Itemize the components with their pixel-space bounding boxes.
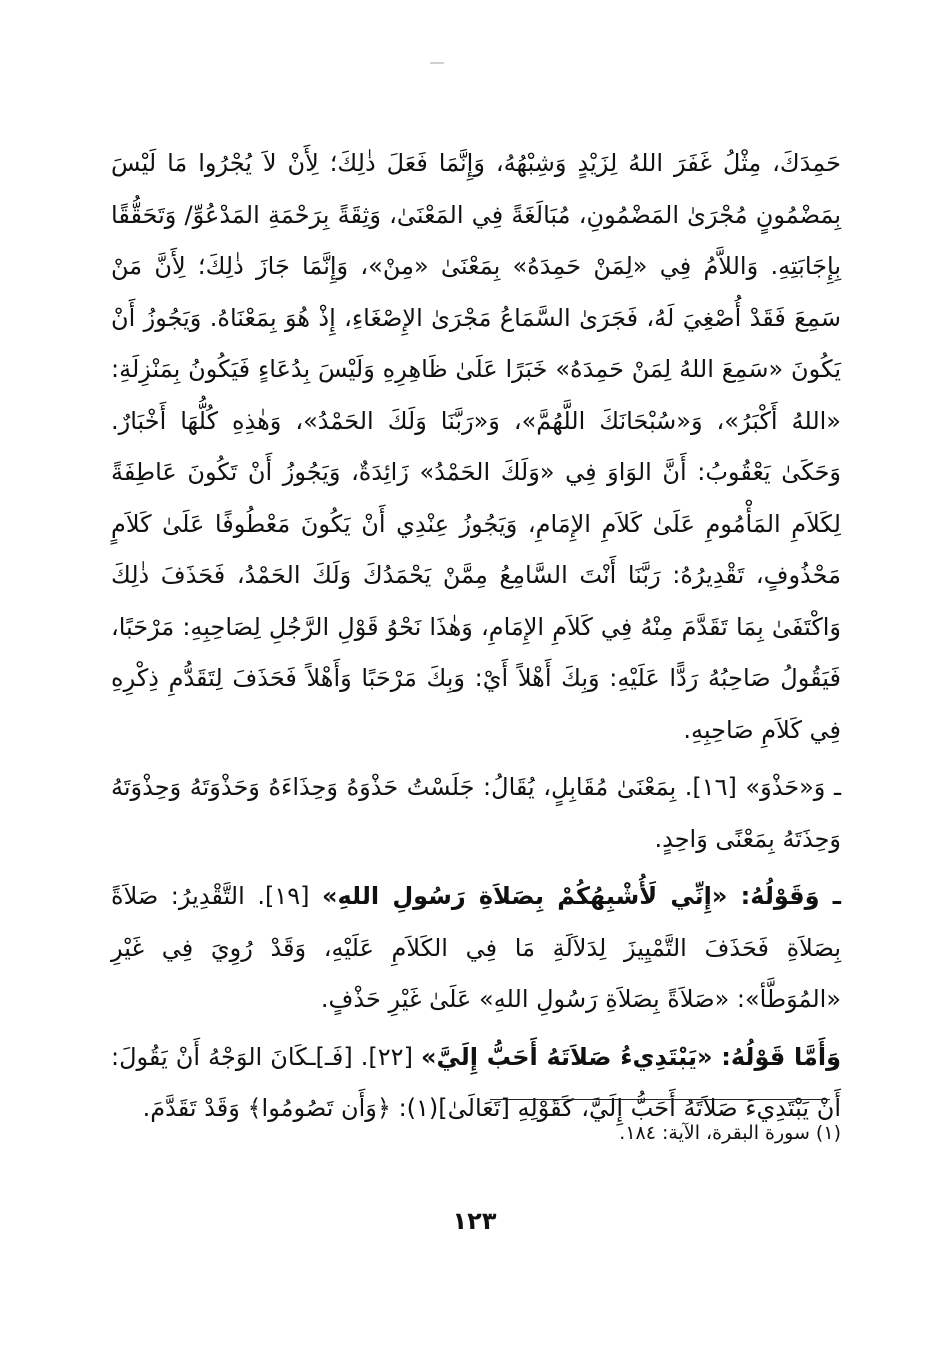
scan-mark (430, 62, 444, 64)
page-number: ١٢٣ (452, 1207, 497, 1235)
paragraph-1 (111, 138, 841, 756)
paragraph-2 (111, 762, 841, 865)
paragraph-3-text: [١٩]. التَّقْدِيرُ: صَلاَةً بِصَلاَةِ فَحَذَفَ التَّمْيِيزَ لِدَلاَلَةِ مَا فِي الكَلاَمِ عَلَيْهِ، وَقَدْ رُوِيَ فِي غَيْرِ «المُوَطَّأ»: «صَلاَةً بِصَلاَةِ رَسُولِ اللهِ» عَلَىٰ غَيْرِ حَذْفٍ. (111, 882, 841, 1013)
paragraph-4-lead: وَأَمَّا قَوْلُهُ: «يَبْتَدِيءُ صَلاَتَهُ أَحَبُّ إِلَيَّ» (420, 1042, 841, 1071)
footnote: (١) سورة البقرة، الآية: ١٨٤. (619, 1122, 841, 1144)
paragraph-4-text: [٢٢]. [فَـ]ـكَانَ الوَجْهُ أَنْ يَقُولَ: أَنْ يَبْتَدِيءَ صَلاَتَهُ أَحَبُّ إِلَيَّ، كَقَوْلِهِ [تَعَالَىٰ](١): ﴿وَأَن تَصُومُوا﴾ وَقَدْ تَقَدَّمَ. (111, 1042, 841, 1122)
paragraph-2-text: ـ وَ«حَذْوَ» [١٦]. بِمَعْنَىٰ مُقَابِلٍ، يُقَالُ: جَلَسْتُ حَذْوَهُ وَحِذَاءَهُ وَحَذْوَتَهُ وَحِذْوَتَهُ وَحِذَتَهُ بِمَعْنًى وَاحِدٍ. (111, 773, 841, 853)
paragraph-1-text: حَمِدَكَ، مِثْلُ غَفَرَ اللهُ لِزَيْدٍ وَشِبْهُهُ، وَإِنَّمَا فَعَلَ ذٰلِكَ؛ لِأَنْ لاَ يُجْرُوا مَا لَيْسَ بِمَضْمُونٍ مُجْرَىٰ المَضْمُونِ، مُبَالَغَةً فِي المَعْنَىٰ، وَثِقَةً بِرَحْمَةِ المَدْعُوِّ/ وَتَحَقُّقًا بِإِجَابَتِهِ. وَاللاَّمُ فِي «لِمَنْ حَمِدَهُ» بِمَعْنَىٰ «مِنْ»، وَإِنَّمَا جَازَ ذٰلِكَ؛ لِأَنَّ مَنْ سَمِعَ فَقَدْ أُصْغِيَ لَهُ، فَجَرَىٰ السَّمَاعُ مَجْرَىٰ الإِصْغَاءِ، إِذْ هُوَ بِمَعْنَاهُ. وَيَجُوزُ أَنْ يَكُونَ «سَمِعَ اللهُ لِمَنْ حَمِدَهُ» خَبَرًا عَلَىٰ ظَاهِرِهِ وَلَيْسَ بِدُعَاءٍ فَيَكُونُ بِمَنْزِلَةِ: «اللهُ أَكْبَرُ»، وَ«سُبْحَانَكَ اللَّهُمَّ»، وَ«رَبَّنَا وَلَكَ الحَمْدُ»، وَهٰذِهِ كُلُّهَا أَخْبَارٌ. وَحَكَىٰ يَعْقُوبُ: أَنَّ الوَاوَ فِي «وَلَكَ الحَمْدُ» زَائِدَةٌ، وَيَجُوزُ أَنْ تَكُونَ عَاطِفَةً لِكَلاَمِ المَأْمُومِ عَلَىٰ كَلاَمِ الإِمَامِ، وَيَجُوزُ عِنْدِي أَنْ يَكُونَ مَعْطُوفًا عَلَىٰ كَلاَمٍ مَحْذُوفٍ، تَقْدِيرُهُ: رَبَّنَا أَنْتَ السَّامِعُ مِمَّنْ يَحْمَدُكَ وَلَكَ الحَمْدُ، فَحَذَفَ ذٰلِكَ وَاكْتَفَىٰ بِمَا تَقَدَّمَ مِنْهُ فِي كَلاَمِ الإِمَامِ، وَهٰذَا نَحْوُ قَوْلِ الرَّجُلِ لِصَاحِبِهِ: مَرْحَبًا، فَيَقُولُ صَاحِبُهُ رَدًّا عَلَيْهِ: وَبِكَ أَهْلاً أَيْ: وَبِكَ مَرْحَبًا وَأَهْلاً فَحَذَفَ لِتَقَدُّمِ ذِكْرِهِ فِي كَلاَمِ صَاحِبِهِ. (111, 149, 841, 744)
main-text (111, 138, 841, 1135)
paragraph-3 (111, 871, 841, 1026)
footnote-divider (490, 1099, 830, 1100)
paragraph-3-lead: ـ وَقَوْلُهُ: «إِنِّي لَأُشْبِهُكُمْ بِصَلاَةِ رَسُولِ اللهِ» (322, 882, 841, 910)
